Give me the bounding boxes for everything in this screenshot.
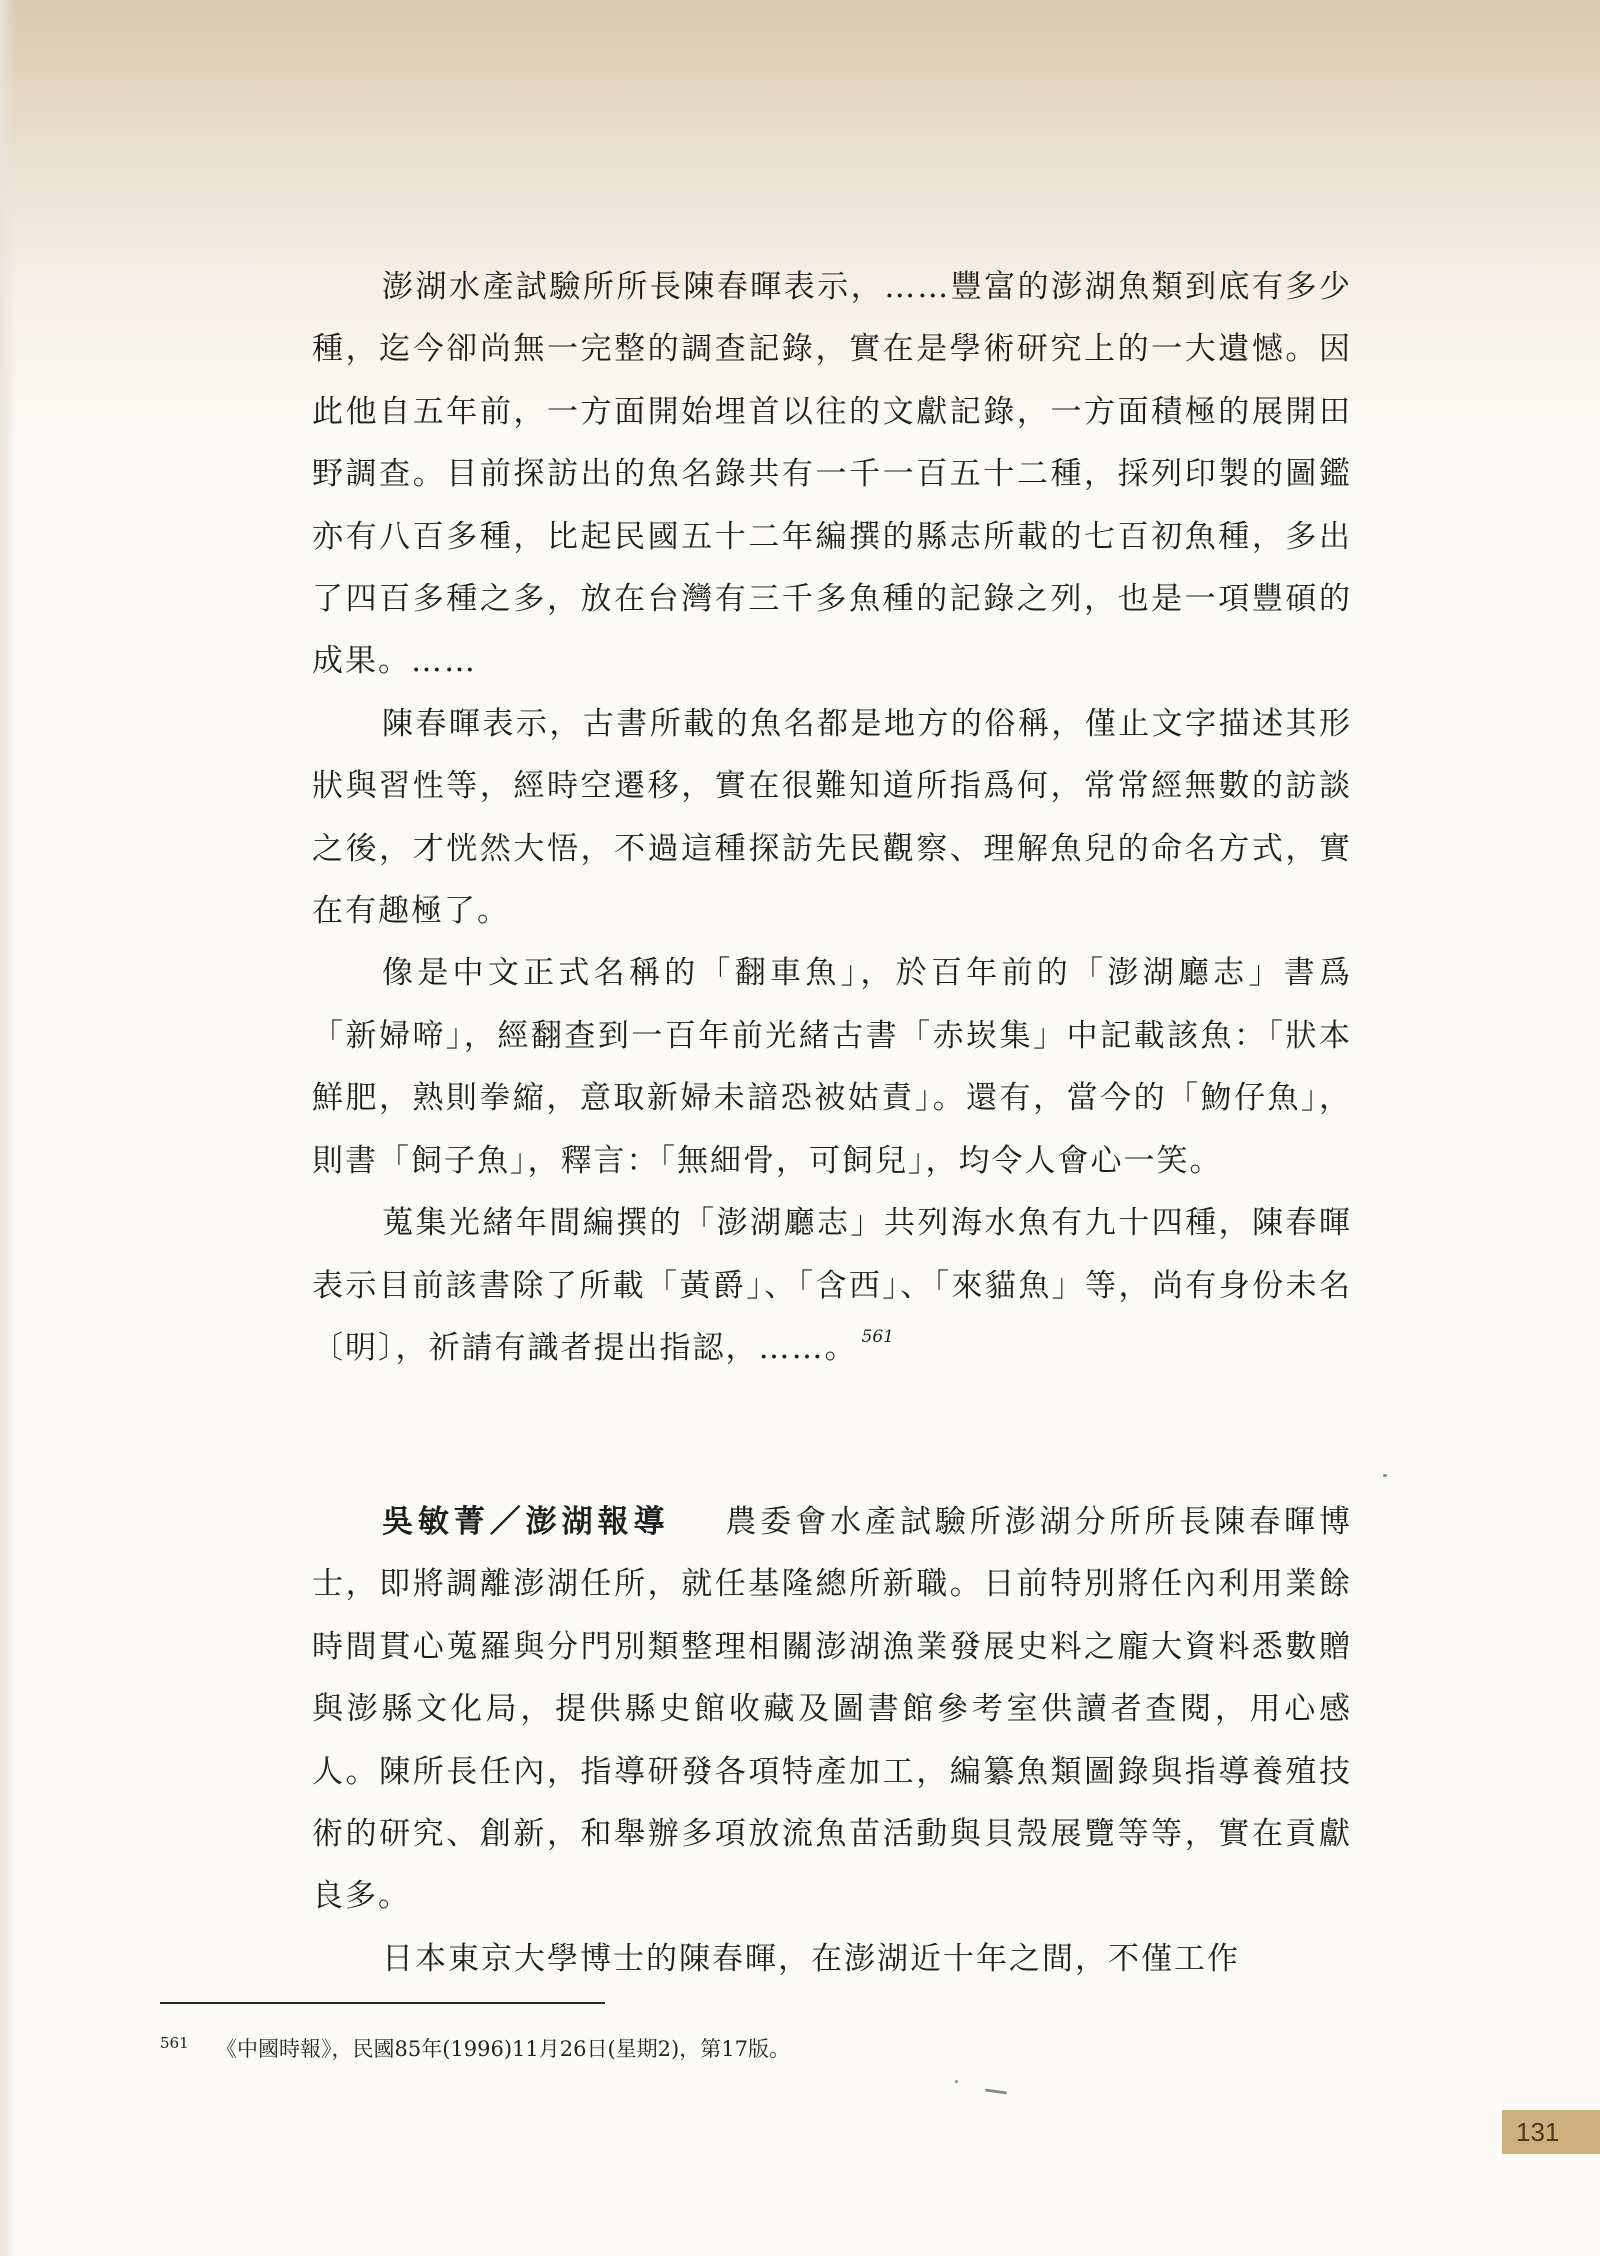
news-report-block [312, 1491, 1352, 1990]
footnote [160, 2026, 1310, 2066]
paragraph-text: 蒐集光緒年間編撰的「澎湖廳志」共列海水魚有九十四種，陳春暉表示目前該書除了所載「黃爵」、「含西」、「來貓魚」等，尚有身份未名〔明〕，祈請有識者提出指認，……。 [312, 1205, 1352, 1366]
scan-speck [1383, 1474, 1387, 1477]
footnote-number: 561 [160, 2034, 189, 2052]
paragraph: 陳春暉表示，古書所載的魚名都是地方的俗稱，僅止文字描述其形狀與習性等，經時空遷移，實在很難知道所指爲何，常常經無數的訪談之後，才恍然大悟，不過這種探訪先民觀察、理解魚兒的命名方式，實在有趣極了。 [312, 705, 1352, 930]
paragraph-with-byline [312, 1491, 1352, 1928]
paragraph-with-footnote [312, 1192, 1352, 1379]
footnote-reference: 561 [861, 1326, 894, 1347]
paragraph: 澎湖水產試驗所所長陳春暉表示，……豐富的澎湖魚類到底有多少種，迄今卻尚無一完整的調查記錄，實在是學術研究上的一大遺憾。因此他自五年前，一方面開始埋首以往的文獻記錄，一方面積極的展開田野調查。目前探訪出的魚名錄共有一千一百五十二種，採列印製的圖鑑亦有八百多種，比起民國五十二年編撰的縣志所載的七百初魚種，多出了四百多種之多，放在台灣有三千多魚種的記錄之列，也是一項豐碩的成果。…… [312, 269, 1352, 680]
page-number: 131 [1502, 2110, 1600, 2154]
byline: 吳敏菁／澎湖報導 [382, 1504, 670, 1540]
paragraph-text: 農委會水產試驗所澎湖分所所長陳春暉博士，即將調離澎湖任所，就任基隆總所新職。日前特別將任內利用業餘時間貫心蒐羅與分門別類整理相關澎湖漁業發展史料之龐大資料悉數贈與澎縣文化局，提供縣史館收藏及圖書館參考室供讀者查閱，用心感人。陳所長任內，指導研發各項特產加工，編纂魚類圖錄與指導養殖技術的研究、創新，和舉辦多項放流魚苗活動與貝殼展覽等等，實在貢獻良多。 [312, 1504, 1352, 1915]
paragraph: 像是中文正式名稱的「翻車魚」，於百年前的「澎湖廳志」書爲「新婦啼」，經翻查到一百年前光緒古書「赤崁集」中記載該魚：「狀本鮮肥，熟則拳縮，意取新婦未諳恐被姑責」。還有，當今的「魩仔魚」，則書「飼子魚」，釋言：「無細骨，可飼兒」，均令人會心一笑。 [312, 955, 1352, 1179]
scan-speck [985, 2088, 1007, 2094]
paragraph: 日本東京大學博士的陳春暉，在澎湖近十年之間，不僅工作 [382, 1940, 1240, 1977]
footnote-text: 《中國時報》，民國85年(1996)11月26日(星期2)，第17版。 [216, 2037, 790, 2061]
scan-speck [955, 2080, 958, 2083]
binding-shadow [0, 0, 16, 2256]
article-quote-block [312, 256, 1352, 1379]
footnote-divider [160, 2002, 605, 2004]
